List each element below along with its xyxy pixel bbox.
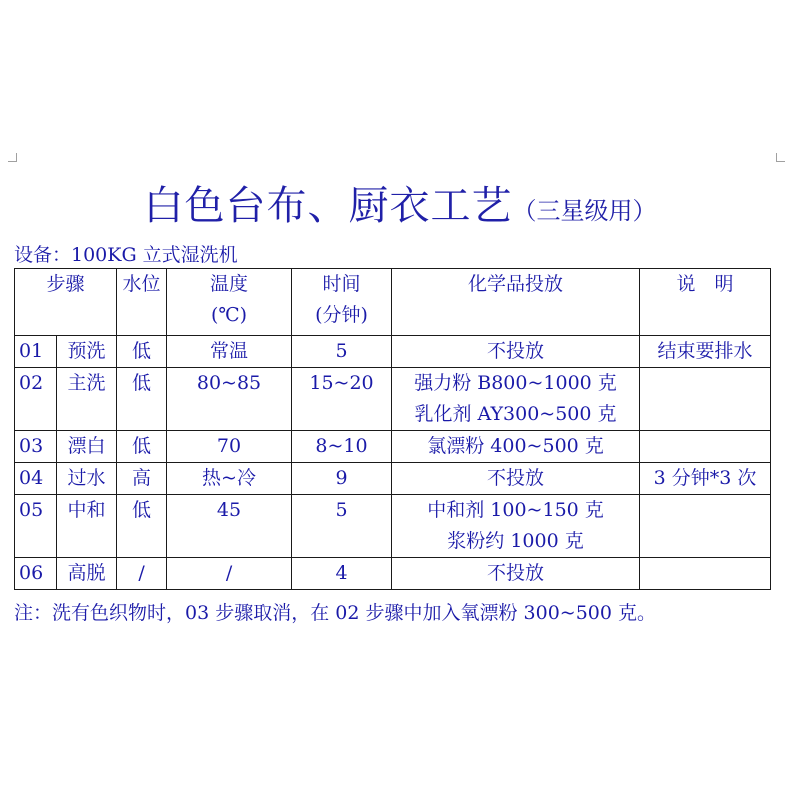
chemicals: 不投放 [392,463,640,495]
remarks: 3 分钟*3 次 [640,463,771,495]
step-name: 高脱 [57,558,117,590]
water-level: / [117,558,167,590]
time: 8~10 [292,431,392,463]
step-number: 05 [15,495,57,558]
chemicals: 不投放 [392,336,640,368]
temperature: 常温 [167,336,292,368]
header-chemicals: 化学品投放 [392,269,640,336]
table-row [15,336,771,368]
step-name: 中和 [57,495,117,558]
header-temperature: 温度 (℃) [167,269,292,336]
water-level: 低 [117,336,167,368]
step-number: 03 [15,431,57,463]
step-number: 02 [15,368,57,431]
remarks [640,558,771,590]
remarks: 结束要排水 [640,336,771,368]
title-main: 白色台布、厨衣工艺 [143,183,513,229]
step-name: 主洗 [57,368,117,431]
footnote: 注：洗有色织物时，03 步骤取消，在 02 步骤中加入氧漂粉 300~500 克。 [14,602,657,624]
water-level: 低 [117,431,167,463]
step-name: 过水 [57,463,117,495]
step-number: 06 [15,558,57,590]
chemicals: 氯漂粉 400~500 克 [392,431,640,463]
temperature: 70 [167,431,292,463]
step-number: 01 [15,336,57,368]
water-level: 低 [117,495,167,558]
table-row [15,463,771,495]
header-water-level: 水位 [117,269,167,336]
remarks [640,431,771,463]
table-row [15,431,771,463]
table-header-row [15,269,771,336]
time: 5 [292,495,392,558]
table-row [15,558,771,590]
title-subtitle: （三星级用） [512,197,657,225]
water-level: 高 [117,463,167,495]
step-number: 04 [15,463,57,495]
header-time: 时间 (分钟) [292,269,392,336]
temperature: 80~85 [167,368,292,431]
remarks [640,495,771,558]
time: 15~20 [292,368,392,431]
step-name: 预洗 [57,336,117,368]
chemicals: 中和剂 100~150 克 浆粉约 1000 克 [392,495,640,558]
chemicals: 强力粉 B800~1000 克 乳化剂 AY300~500 克 [392,368,640,431]
page-corner-mark-right [776,153,785,162]
remarks [640,368,771,431]
time: 4 [292,558,392,590]
header-step: 步骤 [15,269,117,336]
temperature: 热~冷 [167,463,292,495]
step-name: 漂白 [57,431,117,463]
temperature: / [167,558,292,590]
document-title [0,174,800,230]
header-remarks: 说 明 [640,269,771,336]
table-row [15,495,771,558]
table-row [15,368,771,431]
temperature: 45 [167,495,292,558]
water-level: 低 [117,368,167,431]
process-table [14,268,771,590]
time: 5 [292,336,392,368]
time: 9 [292,463,392,495]
chemicals: 不投放 [392,558,640,590]
equipment-line: 设备：100KG 立式湿洗机 [14,244,238,266]
page-corner-mark-left [8,153,17,162]
